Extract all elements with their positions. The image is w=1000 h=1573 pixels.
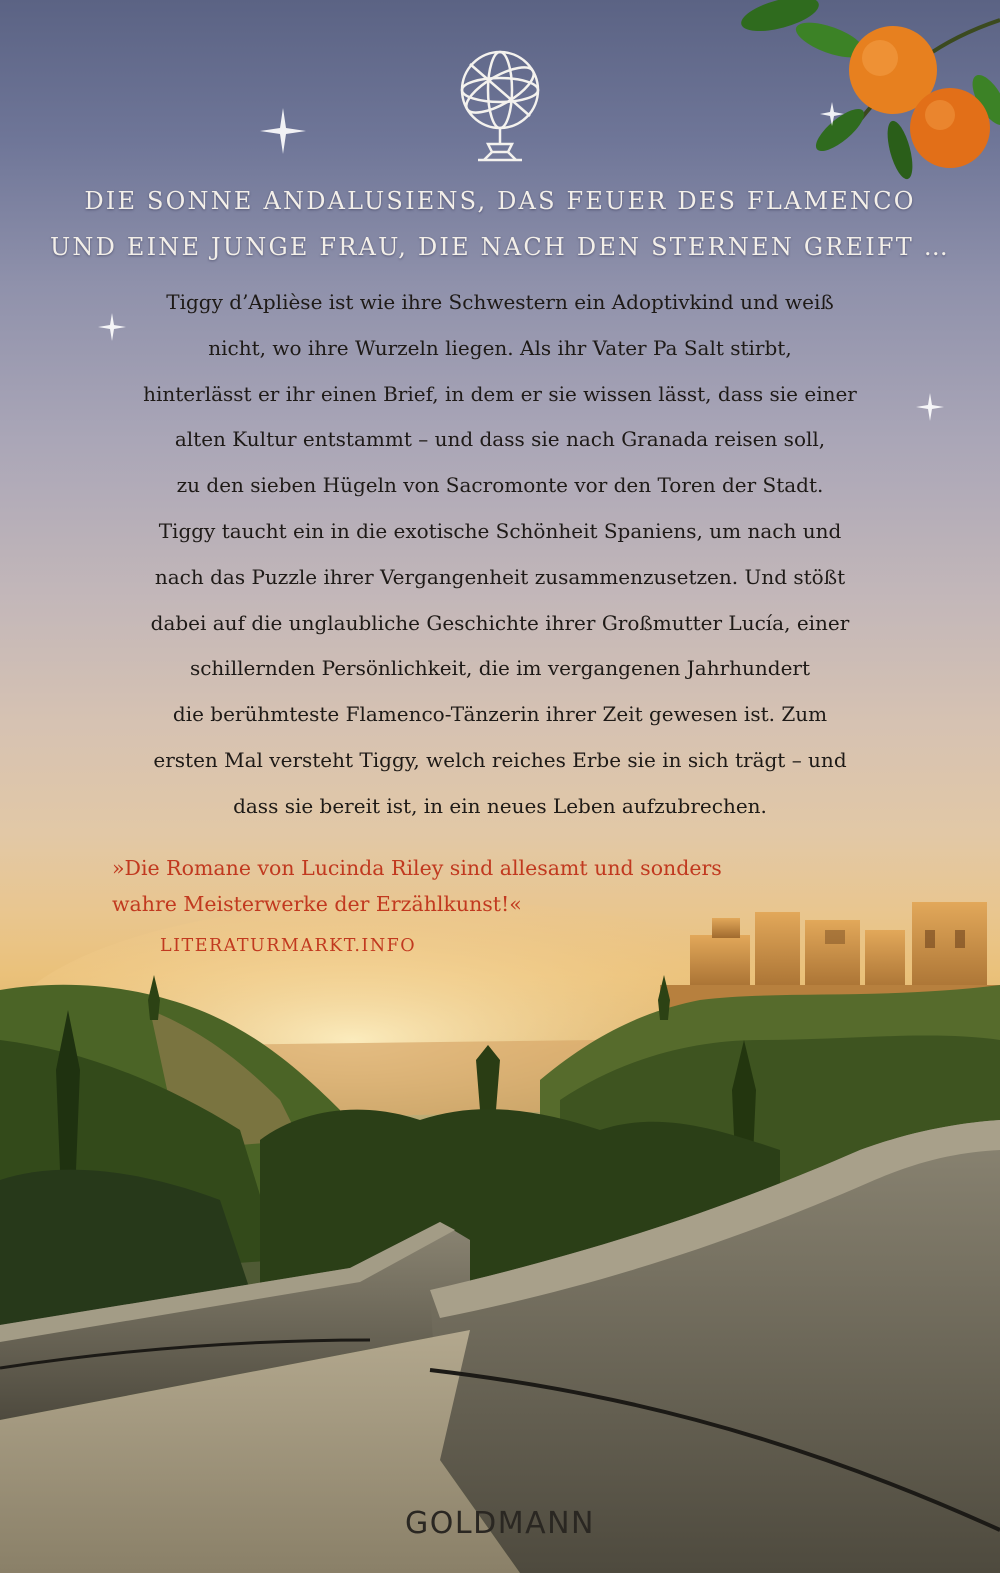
blurb-line: Tiggy taucht ein in die exotische Schönheit Spaniens, um nach und	[158, 518, 842, 543]
blurb-line: nach das Puzzle ihrer Vergangenheit zusammenzusetzen. Und stößt	[154, 564, 846, 589]
blurb-line: dabei auf die unglaubliche Geschichte ihrer Großmutter Lucía, einer	[150, 610, 850, 635]
blurb-line: zu den sieben Hügeln von Sacromonte vor den Toren der Stadt.	[176, 473, 824, 498]
blurb-line: dass sie bereit ist, in ein neues Leben aufzubrechen.	[233, 793, 767, 818]
quote-source: LITERATURMARKT.INFO	[160, 936, 417, 956]
blurb-line: nicht, wo ihre Wurzeln liegen. Als ihr Vater Pa Salt stirbt,	[208, 335, 792, 360]
blurb-line: ersten Mal versteht Tiggy, welch reiches Erbe sie in sich trägt – und	[153, 747, 847, 772]
blurb-line: schillernden Persönlichkeit, die im vergangenen Jahrhundert	[189, 656, 811, 681]
armillary-sphere-icon	[450, 44, 550, 170]
press-quote	[112, 850, 932, 922]
book-blurb	[60, 280, 940, 830]
blurb-line: alten Kultur entstammt – und dass sie nach Granada reisen soll,	[174, 427, 826, 452]
quote-line-1: »Die Romane von Lucinda Riley sind allesamt und sonders	[112, 856, 722, 880]
tagline-line-2: UND EINE JUNGE FRAU, DIE NACH DEN STERNEN GREIFT …	[50, 233, 950, 261]
blurb-line: hinterlässt er ihr einen Brief, in dem er sie wissen lässt, dass sie einer	[143, 381, 857, 406]
tagline-line-1: DIE SONNE ANDALUSIENS, DAS FEUER DES FLAMENCO	[84, 187, 916, 215]
blurb-line: die berühmteste Flamenco-Tänzerin ihrer Zeit gewesen ist. Zum	[172, 702, 828, 727]
publisher-logo: GOLDMANN	[405, 1506, 595, 1541]
orange-branch	[738, 0, 1000, 182]
quote-line-2: wahre Meisterwerke der Erzählkunst!«	[112, 892, 522, 916]
blurb-line: Tiggy d’Aplièse ist wie ihre Schwestern ein Adoptivkind und weiß	[166, 290, 834, 314]
